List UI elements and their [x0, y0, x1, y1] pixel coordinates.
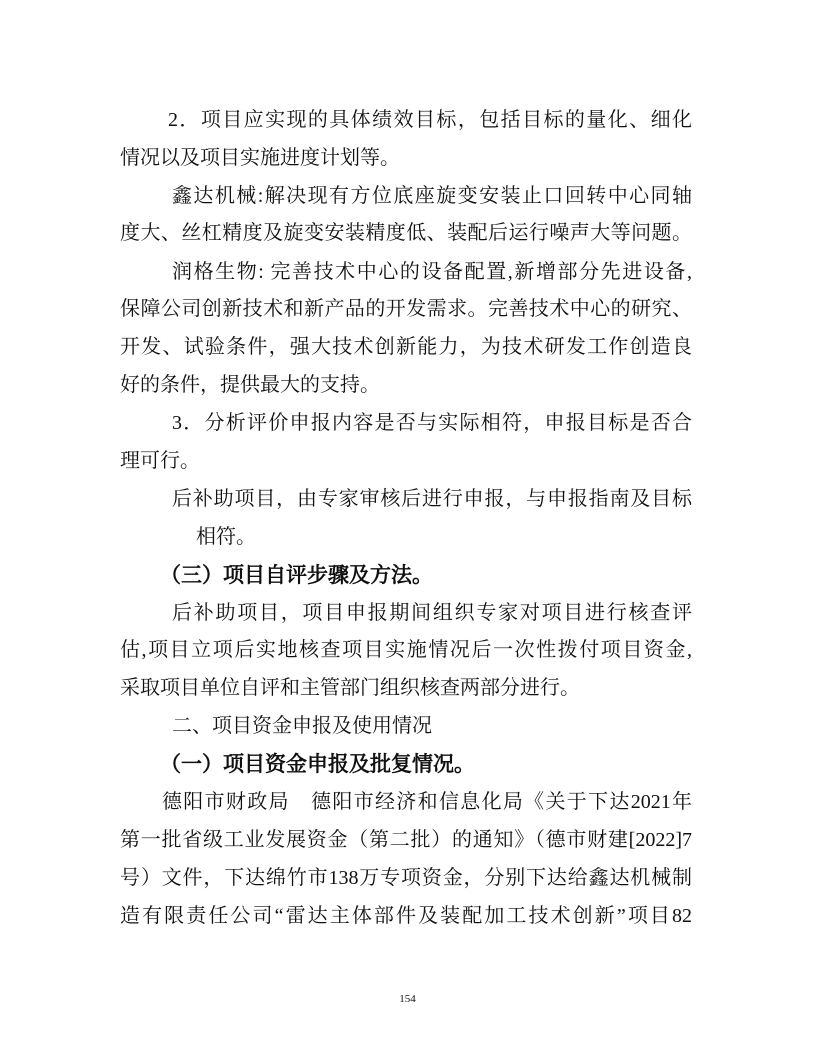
- text-line: 第一批省级工业发展资金（第二批）的通知》（德市财建[2022]7: [120, 829, 692, 851]
- section-heading: （三）项目自评步骤及方法。: [160, 563, 433, 587]
- text-line: 采取项目单位自评和主管部门组织核查两部分进行。: [120, 677, 580, 699]
- text-line: 理可行。: [120, 450, 200, 472]
- section-heading: 二、项目资金申报及使用情况: [172, 715, 432, 737]
- text-line: 鑫达机械:解决现有方位底座旋变安装止口回转中心同轴: [172, 185, 692, 207]
- section-heading: （一）项目资金申报及批复情况。: [160, 752, 475, 776]
- text-line: 情况以及项目实施进度计划等。: [120, 147, 400, 169]
- text-line: 后补助项目，由专家审核后进行申报，与申报指南及目标: [172, 488, 692, 510]
- text-line: 3．分析评价申报内容是否与实际相符，申报目标是否合: [172, 412, 692, 434]
- text-line: 好的条件，提供最大的支持。: [120, 374, 380, 396]
- text-line: 保障公司创新技术和新产品的开发需求。完善技术中心的研究、: [120, 298, 692, 320]
- text-line: 造有限责任公司“雷达主体部件及装配加工技术创新”项目82: [120, 905, 692, 927]
- text-line: 润格生物: 完善技术中心的设备配置,新增部分先进设备,: [172, 261, 692, 283]
- page-number: 154: [399, 993, 416, 1005]
- text-line: 开发、试验条件，强大技术创新能力，为技术研发工作创造良: [120, 336, 692, 358]
- text-line: 后补助项目，项目申报期间组织专家对项目进行核查评: [172, 602, 692, 624]
- text-line: 德阳市财政局 德阳市经济和信息化局《关于下达2021年: [162, 791, 692, 813]
- text-line: 相符。: [196, 526, 256, 548]
- text-line: 度大、丝杠精度及旋变安装精度低、装配后运行噪声大等问题。: [120, 222, 692, 244]
- text-line: 号）文件，下达绵竹市138万专项资金，分别下达给鑫达机械制: [120, 867, 692, 889]
- text-line: 估,项目立项后实地核查项目实施情况后一次性拨付项目资金,: [120, 639, 692, 661]
- text-line: 2．项目应实现的具体绩效目标，包括目标的量化、细化: [168, 109, 692, 131]
